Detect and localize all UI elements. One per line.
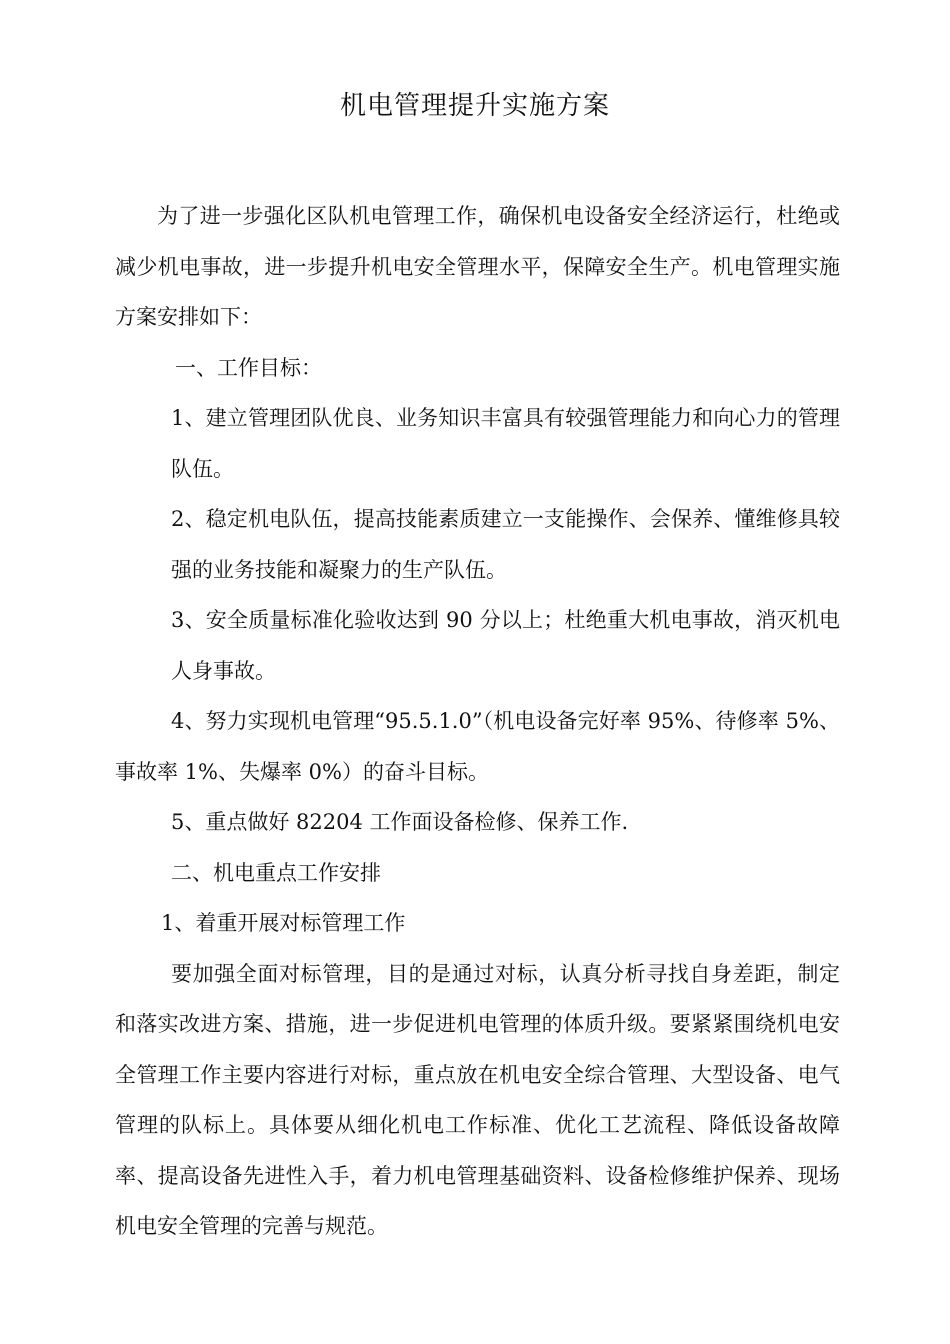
section-heading-key-work: 二、机电重点工作安排 (171, 860, 381, 885)
goal-item-1: 1、建立管理团队优良、业务知识丰富具有较强管理能力和向心力的管理队伍。 (171, 406, 840, 481)
document-title: 机电管理提升实施方案 (339, 91, 610, 121)
goal-item-5: 5、重点做好 82204 工作面设备检修、保养工作. (171, 810, 629, 834)
benchmarking-paragraph: 要加强全面对标管理，目的是通过对标，认真分析寻找自身差距，制定和落实改进方案、措施，进一步促进机电管理的体质升级。要紧紧围绕机电安全管理工作主要内容进行对标，重点放在机电安全综合管理、大型设备、电气管理的队标上。具体要从细化机电工作标准、优化工艺流程、降低设备故障率、提高设备先进性入手，着力机电管理基础资料、设备检修维护保养、现场机电安全管理的完善与规范。 (115, 961, 840, 1238)
goal-item-3: 3、安全质量标准化验收达到 90 分以上；杜绝重大机电事故，消灭机电人身事故。 (171, 608, 840, 683)
subsection-heading-benchmarking: 1、着重开展对标管理工作 (161, 911, 406, 935)
document-body (115, 191, 840, 1252)
intro-paragraph: 为了进一步强化区队机电管理工作，确保机电设备安全经济运行，杜绝或减少机电事故，进一步提升机电安全管理水平，保障安全生产。机电管理实施方案安排如下： (115, 204, 840, 329)
goal-item-4: 4、努力实现机电管理“95.5.1.0”（机电设备完好率 95%、待修率 5%、事故率 1%、失爆率 0%）的奋斗目标。 (115, 709, 840, 784)
goal-item-2: 2、稳定机电队伍，提高技能素质建立一支能操作、会保养、懂维修具较强的业务技能和凝聚力的生产队伍。 (171, 507, 840, 582)
section-heading-goals: 一、工作目标： (175, 355, 322, 380)
